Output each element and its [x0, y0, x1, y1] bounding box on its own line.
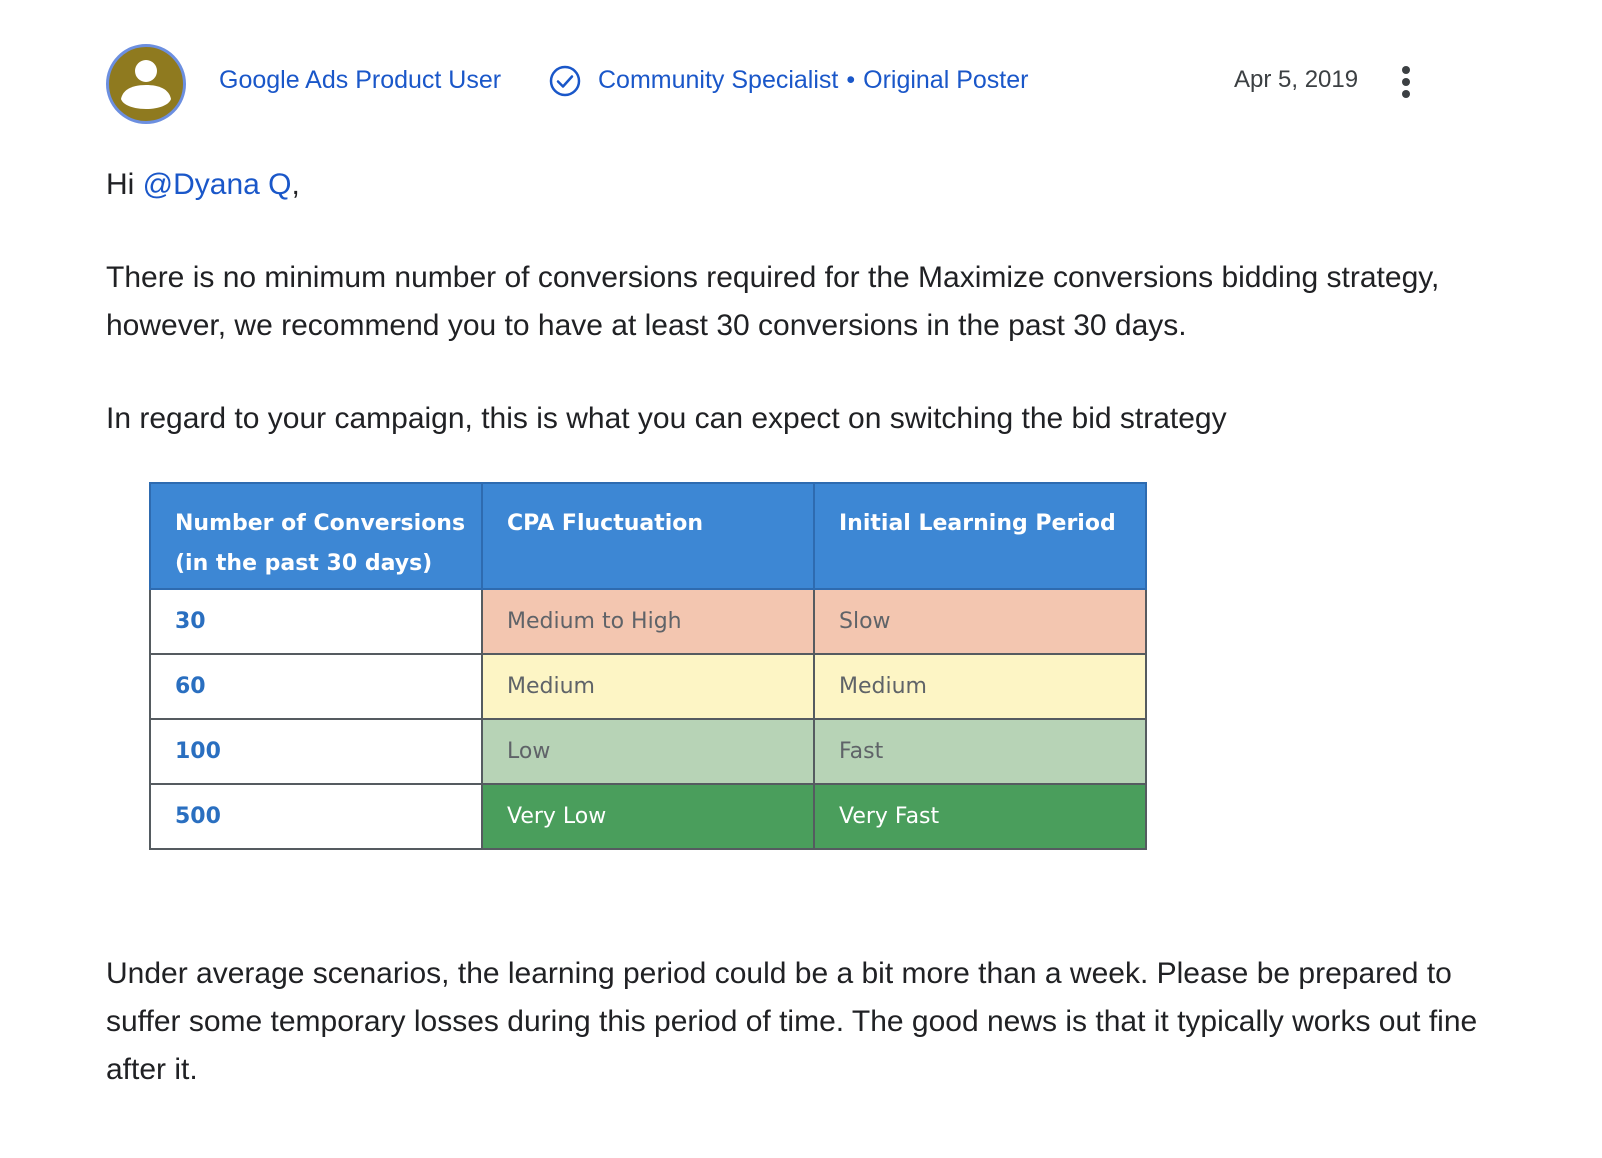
header-number-of-conversions: [150, 483, 482, 589]
verified-check-icon: [548, 64, 582, 98]
post-header: [106, 44, 1466, 124]
cell-learning: Medium: [814, 654, 1146, 719]
cell-cpa: Medium to High: [482, 589, 814, 654]
author-role: [598, 66, 1028, 95]
cell-conversions: 500: [150, 784, 482, 849]
paragraph-bid-strategy: In regard to your campaign, this is what you can expect on switching the bid strategy: [106, 402, 1227, 435]
cell-conversions: 60: [150, 654, 482, 719]
greeting-prefix: Hi: [106, 168, 143, 201]
cell-learning: Slow: [814, 589, 1146, 654]
greeting: [106, 161, 1486, 209]
conversions-table: [149, 482, 1147, 850]
role-separator: •: [846, 66, 856, 94]
original-poster-tag: Original Poster: [863, 66, 1029, 94]
paragraph-minimum-conversions: There is no minimum number of conversions required for the Maximize conversions bidding strategy, however, we recommend you to have at least 30 conversions in the past 30 days.: [106, 261, 1440, 342]
header-col1-line1: Number of Conversions: [175, 511, 466, 536]
paragraph-learning-period: Under average scenarios, the learning period could be a bit more than a week. Please be prepared to suffer some temporary losses during this period of time. The good news is that it typically works out fine after it.: [106, 957, 1478, 1086]
table-row: [150, 589, 1146, 654]
cell-learning: Fast: [814, 719, 1146, 784]
more-vert-icon[interactable]: [1396, 62, 1416, 102]
table-row: [150, 719, 1146, 784]
table-row: [150, 784, 1146, 849]
cell-learning: Very Fast: [814, 784, 1146, 849]
header-initial-learning-period: Initial Learning Period: [814, 483, 1146, 589]
cell-conversions: 100: [150, 719, 482, 784]
mention-link[interactable]: @Dyana Q: [142, 168, 292, 201]
role-label: Community Specialist: [598, 66, 839, 94]
post-date: Apr 5, 2019: [1234, 66, 1359, 93]
conversions-table-image: [149, 482, 1145, 850]
author-name[interactable]: Google Ads Product User: [219, 66, 502, 94]
avatar[interactable]: [106, 44, 186, 124]
table-row: [150, 654, 1146, 719]
cell-cpa: Low: [482, 719, 814, 784]
greeting-suffix: ,: [291, 168, 300, 201]
table-header-row: [150, 483, 1146, 589]
cell-cpa: Medium: [482, 654, 814, 719]
header-col1-line2: (in the past 30 days): [175, 551, 433, 576]
cell-cpa: Very Low: [482, 784, 814, 849]
person-avatar-icon: [109, 47, 183, 121]
cell-conversions: 30: [150, 589, 482, 654]
header-cpa-fluctuation: CPA Fluctuation: [482, 483, 814, 589]
